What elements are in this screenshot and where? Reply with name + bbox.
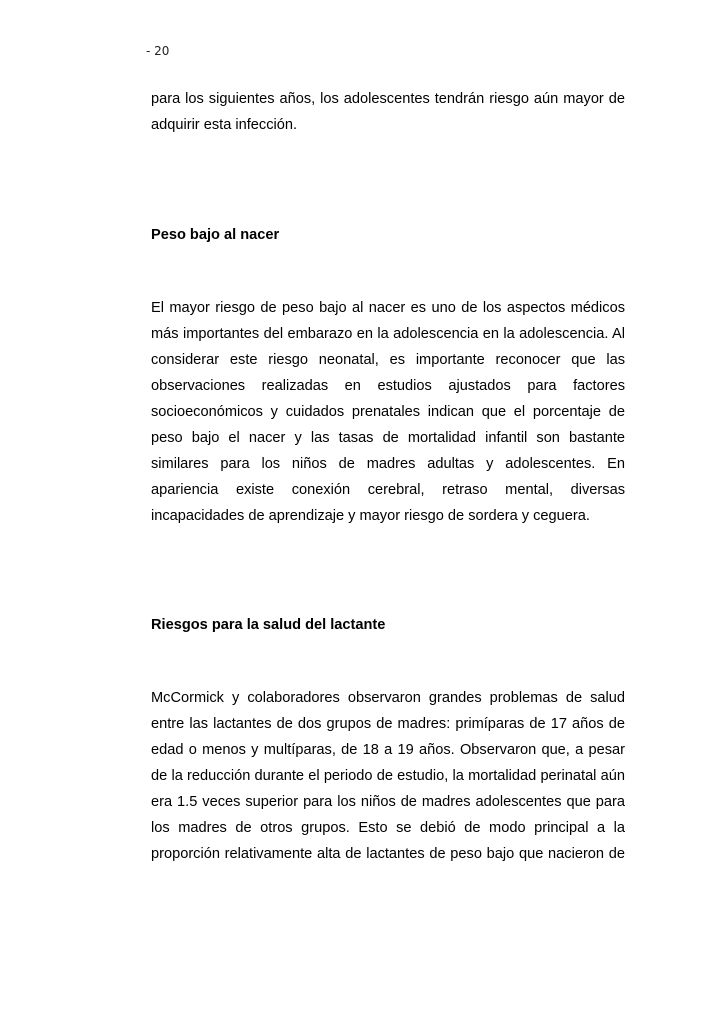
section-heading-peso-bajo: Peso bajo al nacer (151, 227, 280, 243)
paragraph-peso-bajo: El mayor riesgo de peso bajo al nacer es uno de los aspectos médicos más importantes del embarazo en la adolescencia en la adolescencia. Al considerar este riesgo neonatal, es importante reconocer que las observaciones realizadas en estudios ajustados para factores socioeconómicos y cuidados prenatales indican que el porcentaje de peso bajo el nacer y las tasas de mortalidad infantil son bastante similares para los niños de madres adultas y adolescentes. En apariencia existe conexión cerebral, retraso mental, diversas incapacidades de aprendizaje y mayor riesgo de sordera y ceguera. (151, 300, 625, 524)
section-heading-riesgos-lactante: Riesgos para la salud del lactante (151, 617, 386, 633)
paragraph-continued: para los siguientes años, los adolescentes tendrán riesgo aún mayor de adquirir esta infección. (151, 91, 625, 133)
page-number: - 20 (146, 44, 170, 58)
paragraph-riesgos-lactante: McCormick y colaboradores observaron grandes problemas de salud entre las lactantes de dos grupos de madres: primíparas de 17 años de edad o menos y multíparas, de 18 a 19 años. Observaron que, a pesar de la reducción durante el periodo de estudio, la mortalidad perinatal aún era 1.5 veces superior para los niños de madres adolescentes que para los madres de otros grupos. Esto se debió de modo principal a la proporción relativamente alta de lactantes de peso bajo que nacieron de (151, 690, 625, 862)
